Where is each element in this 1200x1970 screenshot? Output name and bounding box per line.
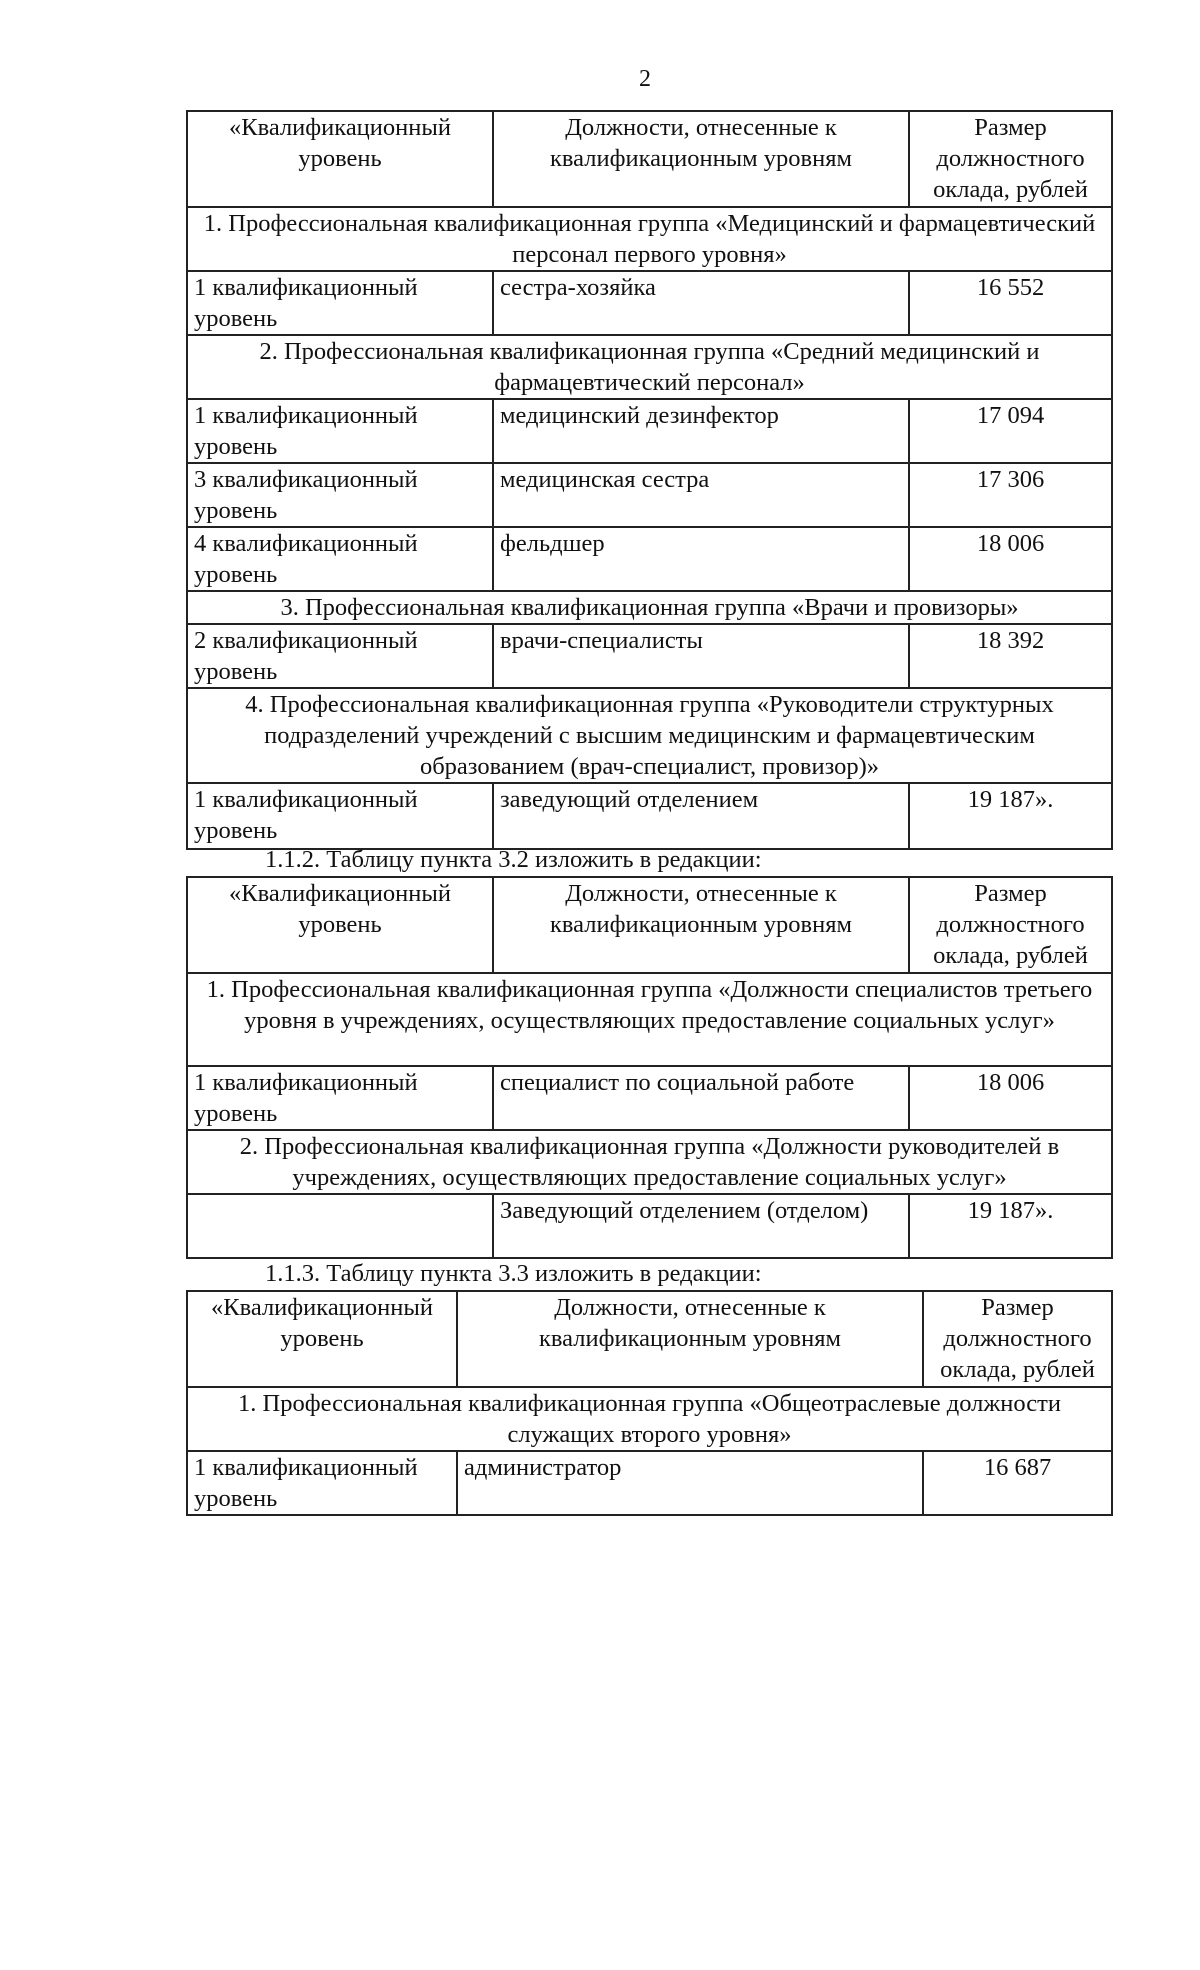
level-cell	[187, 1194, 493, 1258]
position-cell: фельдшер	[493, 527, 909, 591]
header-qualification-level: «Квалификационный уровень	[187, 1291, 457, 1387]
salary-table-3-3	[186, 1290, 1113, 1516]
salary-cell: 18 006	[909, 1066, 1112, 1130]
header-qualification-level: «Квалификационный уровень	[187, 111, 493, 207]
table-row	[187, 463, 1112, 527]
table-row	[187, 271, 1112, 335]
header-qualification-level: «Квалификационный уровень	[187, 877, 493, 973]
group-title: 4. Профессиональная квалификационная группа «Руководители структурных подразделений учреждений с высшим медицинским и фармацевтическим образованием (врач-специалист, провизор)»	[187, 688, 1112, 783]
group-row	[187, 1130, 1112, 1194]
salary-cell: 18 006	[909, 527, 1112, 591]
table-row	[187, 527, 1112, 591]
salary-cell: 19 187».	[909, 1194, 1112, 1258]
salary-table-3-2	[186, 876, 1113, 1259]
group-row	[187, 335, 1112, 399]
table-header-row	[187, 1291, 1112, 1387]
table-row	[187, 1451, 1112, 1515]
header-positions: Должности, отнесенные к квалификационным уровням	[493, 111, 909, 207]
level-cell: 1 квалификационный уровень	[187, 1066, 493, 1130]
header-salary: Размер должностного оклада, рублей	[909, 111, 1112, 207]
salary-cell: 16 552	[909, 271, 1112, 335]
group-title: 2. Профессиональная квалификационная группа «Должности руководителей в учреждениях, осуществляющих предоставление социальных услуг»	[187, 1130, 1112, 1194]
salary-cell: 18 392	[909, 624, 1112, 688]
group-title: 1. Профессиональная квалификационная группа «Должности специалистов третьего уровня в учреждениях, осуществляющих предоставление социальных услуг»	[187, 973, 1112, 1066]
salary-table-3-1	[186, 110, 1113, 850]
header-positions: Должности, отнесенные к квалификационным уровням	[457, 1291, 923, 1387]
table-header-row	[187, 877, 1112, 973]
header-positions: Должности, отнесенные к квалификационным уровням	[493, 877, 909, 973]
level-cell: 4 квалификационный уровень	[187, 527, 493, 591]
level-cell: 3 квалификационный уровень	[187, 463, 493, 527]
position-cell: медицинская сестра	[493, 463, 909, 527]
paragraph-1-1-3: 1.1.3. Таблицу пункта 3.3 изложить в редакции:	[265, 1260, 762, 1287]
header-salary: Размер должностного оклада, рублей	[909, 877, 1112, 973]
level-cell: 1 квалификационный уровень	[187, 783, 493, 849]
position-cell: медицинский дезинфектор	[493, 399, 909, 463]
group-row	[187, 688, 1112, 783]
level-cell: 1 квалификационный уровень	[187, 271, 493, 335]
group-title: 2. Профессиональная квалификационная группа «Средний медицинский и фармацевтический персонал»	[187, 335, 1112, 399]
position-cell: врачи-специалисты	[493, 624, 909, 688]
level-cell: 1 квалификационный уровень	[187, 399, 493, 463]
position-cell: заведующий отделением	[493, 783, 909, 849]
page-number: 2	[639, 66, 651, 92]
table-header-row	[187, 111, 1112, 207]
table-row	[187, 624, 1112, 688]
position-cell: администратор	[457, 1451, 923, 1515]
header-salary: Размер должностного оклада, рублей	[923, 1291, 1112, 1387]
group-row	[187, 1387, 1112, 1451]
salary-cell: 17 306	[909, 463, 1112, 527]
group-title: 1. Профессиональная квалификационная группа «Общеотраслевые должности служащих второго уровня»	[187, 1387, 1112, 1451]
group-row	[187, 973, 1112, 1066]
salary-cell: 16 687	[923, 1451, 1112, 1515]
group-row	[187, 591, 1112, 624]
salary-cell: 17 094	[909, 399, 1112, 463]
position-cell: Заведующий отделением (отделом)	[493, 1194, 909, 1258]
position-cell: сестра-хозяйка	[493, 271, 909, 335]
table-row	[187, 1066, 1112, 1130]
level-cell: 1 квалификационный уровень	[187, 1451, 457, 1515]
group-title: 1. Профессиональная квалификационная группа «Медицинский и фармацевтический персонал первого уровня»	[187, 207, 1112, 271]
table-row	[187, 783, 1112, 849]
paragraph-1-1-2: 1.1.2. Таблицу пункта 3.2 изложить в редакции:	[265, 846, 762, 873]
table-row	[187, 1194, 1112, 1258]
table-row	[187, 399, 1112, 463]
level-cell: 2 квалификационный уровень	[187, 624, 493, 688]
position-cell: специалист по социальной работе	[493, 1066, 909, 1130]
group-title: 3. Профессиональная квалификационная группа «Врачи и провизоры»	[187, 591, 1112, 624]
group-row	[187, 207, 1112, 271]
salary-cell: 19 187».	[909, 783, 1112, 849]
